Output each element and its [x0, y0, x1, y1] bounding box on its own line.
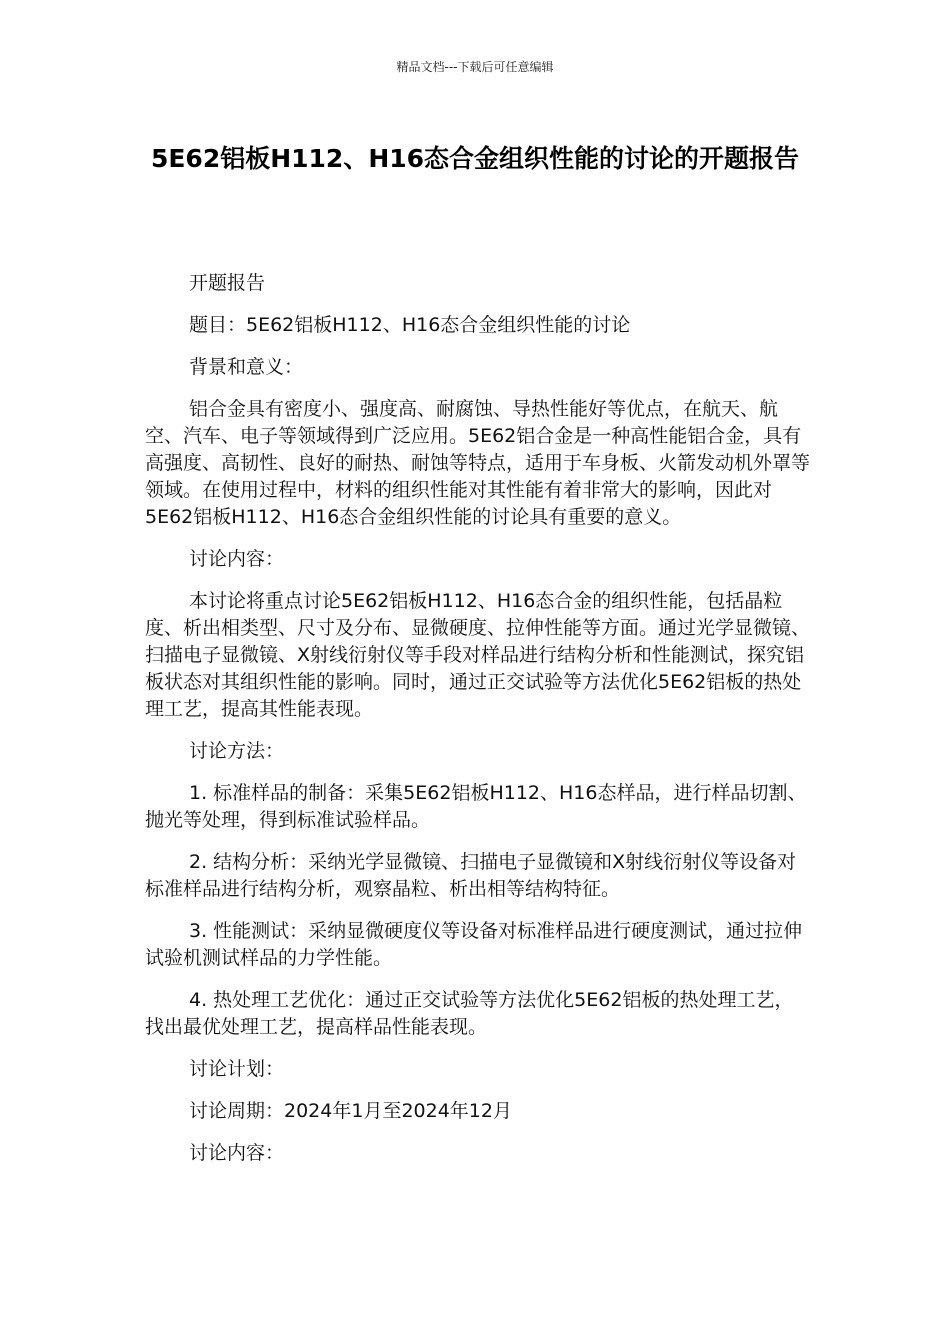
paragraph-method-1: 1. 标准样品的制备：采集5E62铝板H112、H16态样品，进行样品切割、抛光等处理，得到标准试验样品。: [145, 782, 807, 831]
paragraph-plan-content-heading: 讨论内容：: [189, 1142, 285, 1164]
paragraph-content: 本讨论将重点讨论5E62铝板H112、H16态合金的组织性能，包括晶粒度、析出相类型、尺寸及分布、显微硬度、拉伸性能等方面。通过光学显微镜、扫描电子显微镜、X射线衍射仪等手段对样品进行结构分析和性能测试，探究铝板状态对其组织性能的影响。同时，通过正交试验等方法优化5E62铝板的热处理工艺，提高其性能表现。: [145, 590, 811, 720]
paragraph-plan-heading: 讨论计划：: [189, 1058, 285, 1080]
paragraph-content-heading: 讨论内容：: [189, 548, 285, 570]
paragraph-method-3: 3. 性能测试：采纳显微硬度仪等设备对标准样品进行硬度测试，通过拉伸试验机测试样品的力学性能。: [145, 920, 803, 969]
paragraph-method-heading: 讨论方法：: [189, 740, 285, 762]
paragraph-plan-period: 讨论周期：2024年1月至2024年12月: [189, 1100, 512, 1122]
paragraph-background: 铝合金具有密度小、强度高、耐腐蚀、导热性能好等优点，在航天、航空、汽车、电子等领域得到广泛应用。5E62铝合金是一种高性能铝合金，具有高强度、高韧性、良好的耐热、耐蚀等特点，适用于车身板、火箭发动机外罩等领域。在使用过程中，材料的组织性能对其性能有着非常大的影响，因此对5E62铝板H112、H16态合金组织性能的讨论具有重要的意义。: [145, 398, 811, 528]
document-title: 5E62铝板H112、H16态合金组织性能的讨论的开题报告: [150, 144, 800, 173]
document-body: [145, 270, 810, 1182]
paragraph-method-2: 2. 结构分析：采纳光学显微镜、扫描电子显微镜和X射线衍射仪等设备对标准样品进行结构分析，观察晶粒、析出相等结构特征。: [145, 851, 797, 900]
paragraph-topic: 题目：5E62铝板H112、H16态合金组织性能的讨论: [189, 314, 631, 336]
paragraph-background-heading: 背景和意义：: [189, 356, 304, 378]
paragraph-method-4: 4. 热处理工艺优化：通过正交试验等方法优化5E62铝板的热处理工艺，找出最优处理工艺，提高样品性能表现。: [145, 989, 794, 1038]
page-header: 精品文档---下载后可任意编辑: [396, 60, 554, 74]
paragraph-report-label: 开题报告: [189, 272, 266, 294]
